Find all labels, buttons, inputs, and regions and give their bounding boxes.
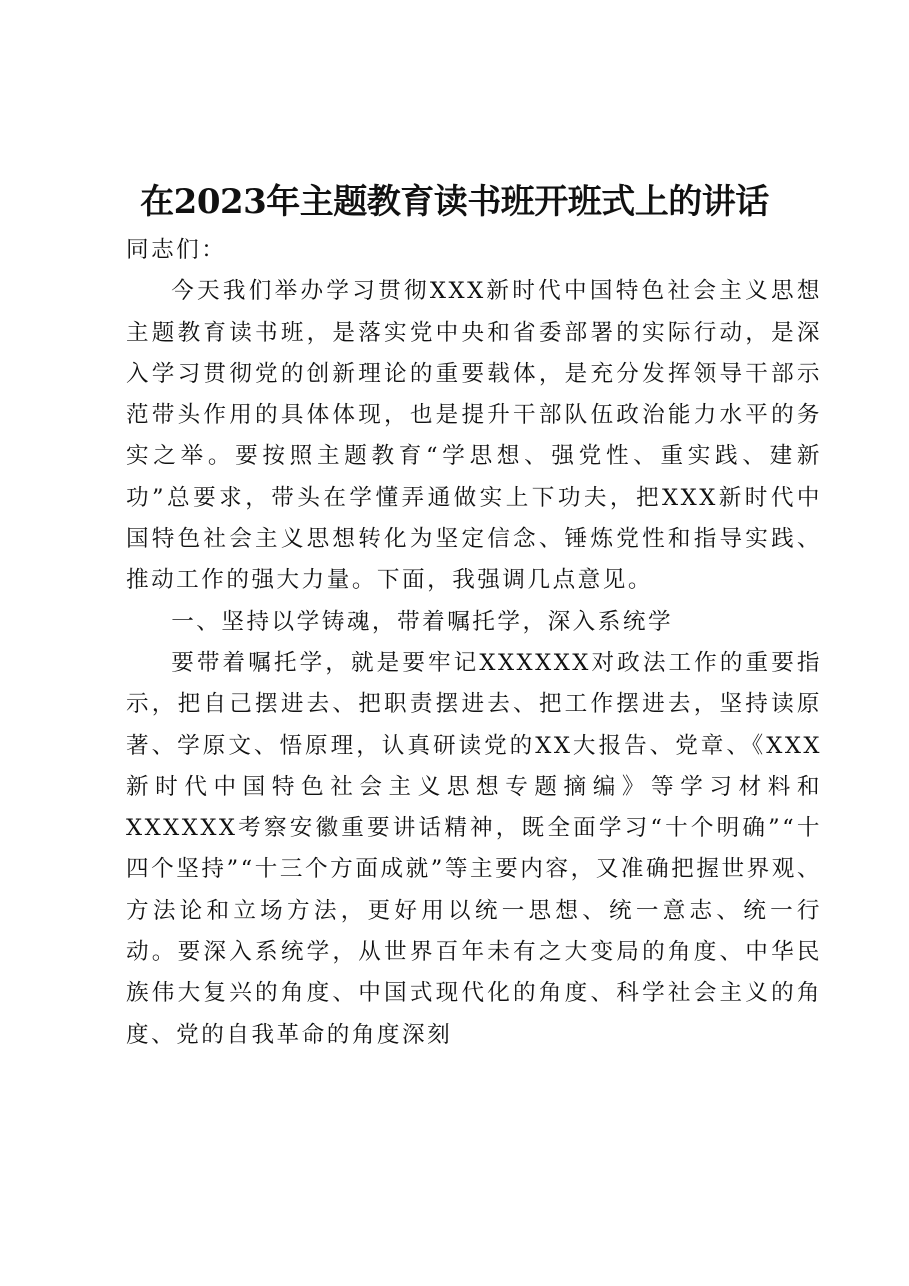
- section-heading-1: 一、坚持以学铸魂，带着嘱托学，深入系统学: [171, 608, 674, 635]
- document-body: [126, 230, 822, 1056]
- paragraph-intro: 今天我们举办学习贯彻XXX新时代中国特色社会主义思想主题教育读书班，是落实党中央和省委部署的实际行动，是深入学习贯彻党的创新理论的重要载体，是充分发挥领导干部示范带头作用的具体体现，也是提升干部队伍政治能力水平的务实之举。要按照主题教育“学思想、强党性、重实践、建新功”总要求，带头在学懂弄通做实上下功夫，把XXX新时代中国特色社会主义思想转化为坚定信念、锤炼党性和指导实践、推动工作的强大力量。下面，我强调几点意见。: [126, 278, 822, 594]
- salutation: 同志们：: [126, 237, 227, 263]
- paragraph-section-1: 要带着嘱托学，就是要牢记XXXXXX对政法工作的重要指示，把自己摆进去、把职责摆进去、把工作摆进去，坚持读原著、学原文、悟原理，认真研读党的XX大报告、党章、《XXX新时代中国特色社会主义思想专题摘编》等学习材料和XXXXXX考察安徽重要讲话精神，既全面学习“十个明确”“十四个坚持”“十三个方面成就”等主要内容，又准确把握世界观、方法论和立场方法，更好用以统一思想、统一意志、统一行动。要深入系统学，从世界百年未有之大变局的角度、中华民族伟大复兴的角度、中国式现代化的角度、科学社会主义的角度、党的自我革命的角度深刻: [126, 649, 822, 1048]
- document-title: 在2023年主题教育读书班开班式上的讲话: [140, 182, 769, 222]
